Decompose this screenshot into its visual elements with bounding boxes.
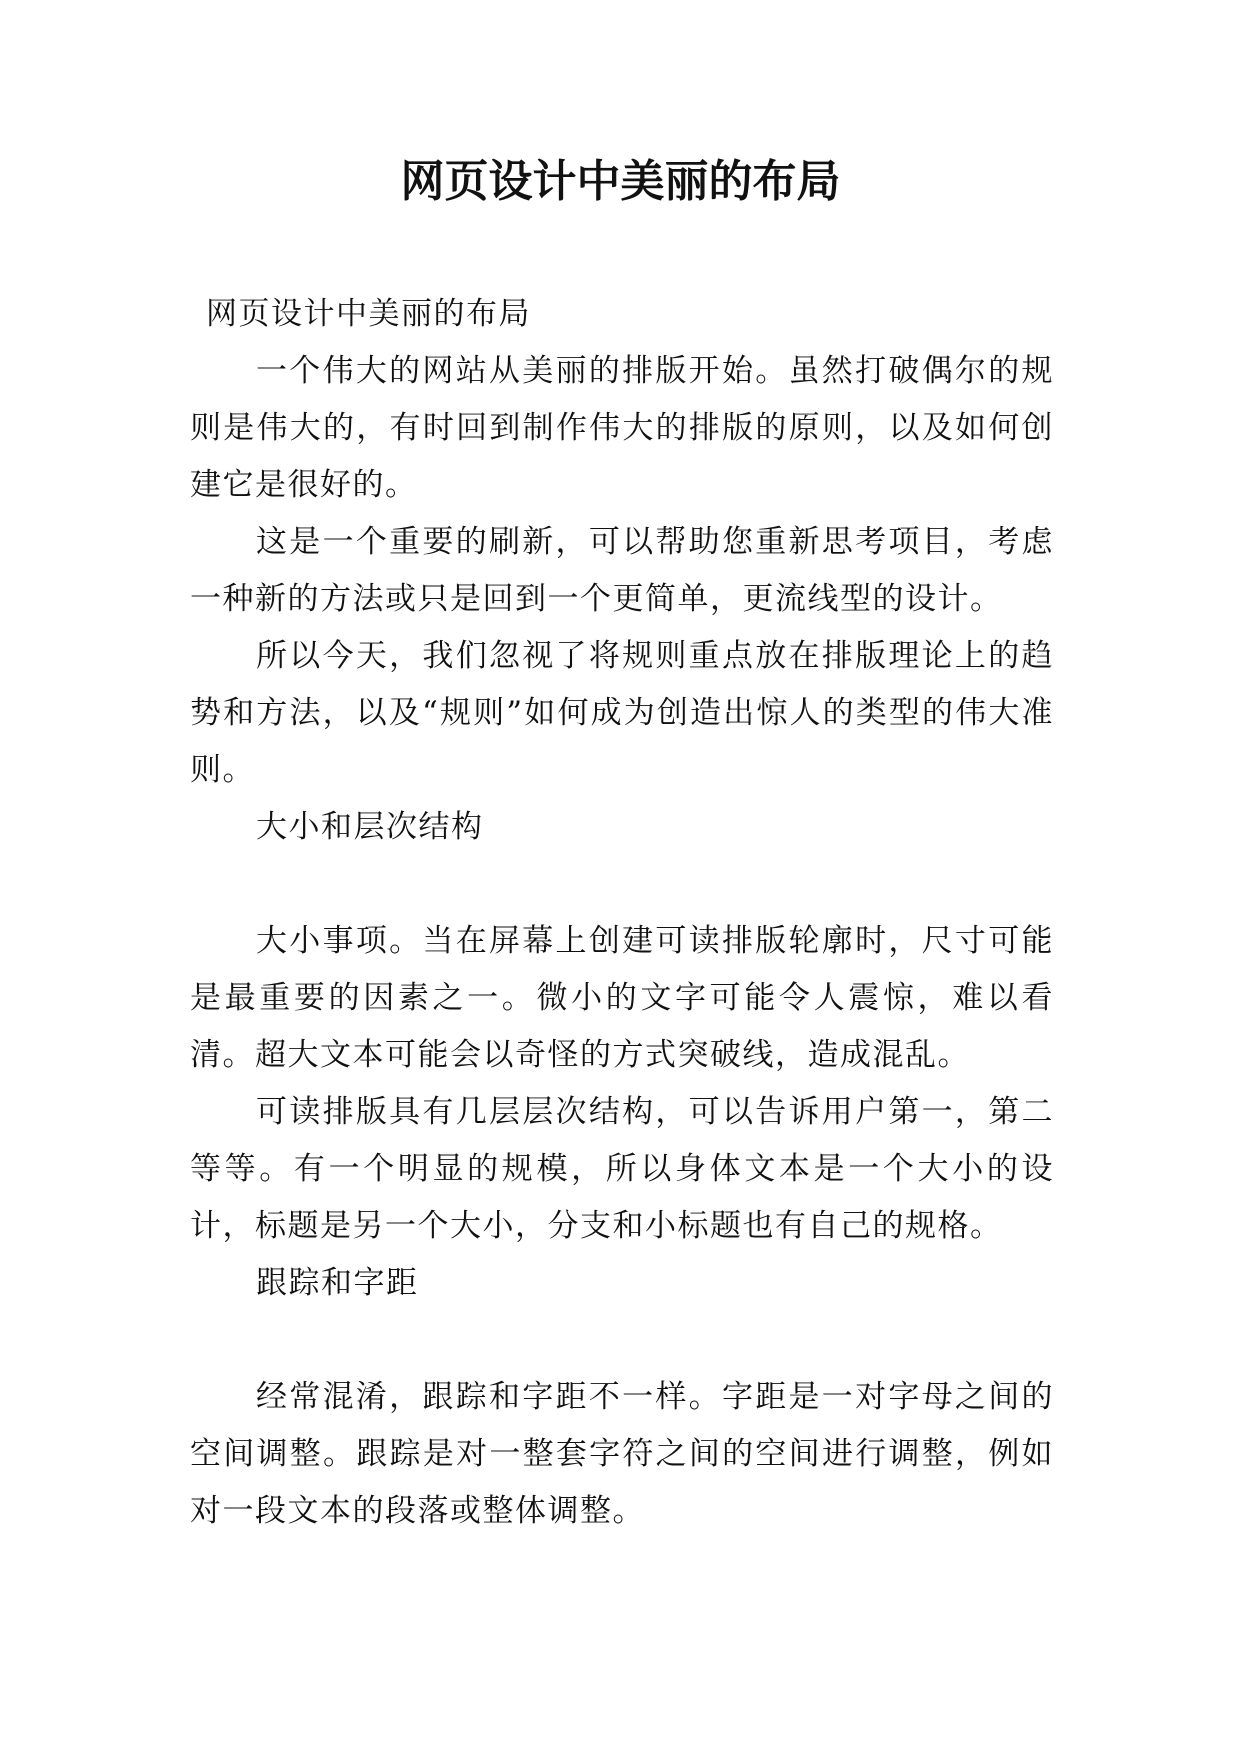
size-paragraph-2: 可读排版具有几层层次结构，可以告诉用户第一，第二等等。有一个明显的规模，所以身体文本是一个大小的设计，标题是另一个大小，分支和小标题也有自己的规格。: [190, 1094, 1054, 1244]
size-paragraph-1: 大小事项。当在屏幕上创建可读排版轮廓时，尺寸可能是最重要的因素之一。微小的文字可能令人震惊，难以看清。超大文本可能会以奇怪的方式突破线，造成混乱。: [190, 923, 1054, 1073]
document-body: [190, 286, 1054, 1540]
tracking-paragraph-1: 经常混淆，跟踪和字距不一样。字距是一对字母之间的空间调整。跟踪是对一整套字符之间的空间进行调整，例如对一段文本的段落或整体调整。: [190, 1379, 1054, 1529]
document-subtitle: 网页设计中美丽的布局: [206, 296, 531, 332]
section-heading-tracking-kerning: 跟踪和字距: [256, 1265, 419, 1301]
intro-paragraph-3: 所以今天，我们忽视了将规则重点放在排版理论上的趋势和方法，以及“规则”如何成为创造出惊人的类型的伟大准则。: [190, 638, 1054, 788]
section-spacer: [190, 856, 1054, 913]
intro-paragraph-1: 一个伟大的网站从美丽的排版开始。虽然打破偶尔的规则是伟大的，有时回到制作伟大的排版的原则，以及如何创建它是很好的。: [190, 353, 1054, 503]
document-title: 网页设计中美丽的布局: [400, 156, 841, 207]
intro-paragraph-2: 这是一个重要的刷新，可以帮助您重新思考项目，考虑一种新的方法或只是回到一个更简单，更流线型的设计。: [190, 524, 1054, 617]
section-heading-size-hierarchy: 大小和层次结构: [256, 809, 484, 845]
section-spacer: [190, 1312, 1054, 1369]
